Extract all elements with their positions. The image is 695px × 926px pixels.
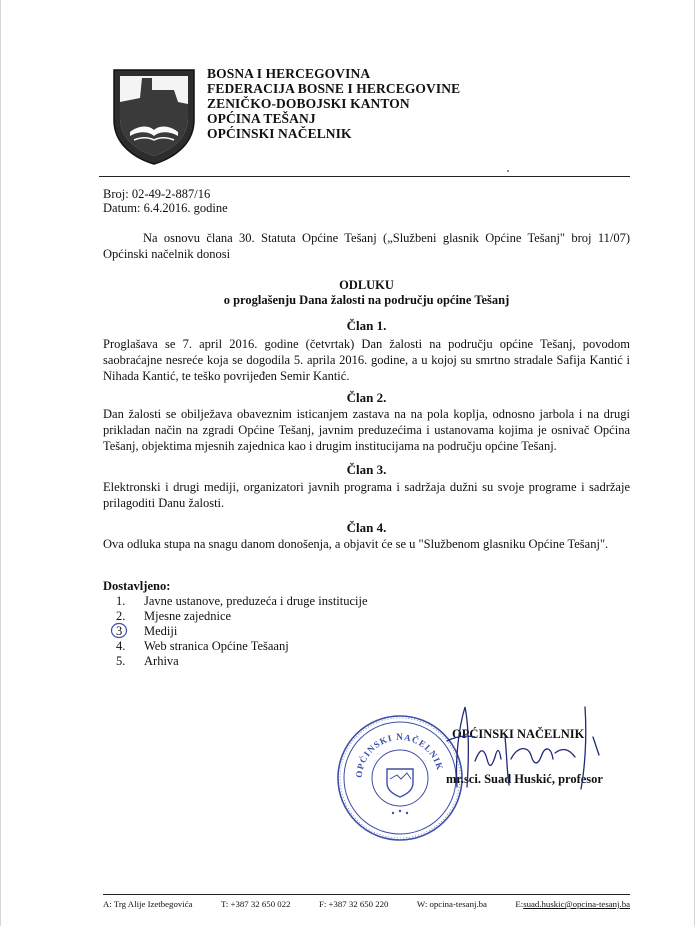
header-line-office: OPĆINSKI NAČELNIK <box>207 126 352 141</box>
footer-address: A: Trg Alije Izetbegovića <box>103 899 193 909</box>
header-line-country: BOSNA I HERCEGOVINA <box>207 66 371 81</box>
document-number: Broj: 02-49-2-887/16 <box>103 187 211 201</box>
header-line-federation: FEDERACIJA BOSNE I HERCEGOVINE <box>207 81 461 96</box>
list-item-number: 1. <box>116 594 126 608</box>
article-2-text: Dan žalosti se obilježava obaveznim isticanjem zastava na na pola koplja, odnosno jarbola i na drugi prikladan način na zgradi Općine Tešanj, javnim preduzećima i ustanovama kojima je osnivač Općina Tešanj, objektima mjesnih zajednica kao i drugim institucijama na području općine Tešanj. <box>103 407 630 453</box>
article-3-heading: Član 3. <box>346 462 387 477</box>
footer-web-link[interactable]: W: opcina-tesanj.ba <box>416 899 487 909</box>
signatory-name: mr.sci. Suad Huskić, profesor <box>446 772 603 786</box>
header-line-canton: ZENIČKO-DOBOJSKI KANTON <box>207 96 410 111</box>
list-item-number-circled <box>116 624 144 639</box>
list-item-number: 3 <box>116 624 123 638</box>
footer-email-label: E: <box>515 899 524 909</box>
footer-email <box>515 899 630 909</box>
decision-heading: ODLUKU <box>339 278 394 292</box>
footer-email-link[interactable]: suad.huskic@opcina-tesanj.ba <box>523 899 630 909</box>
decision-title <box>103 278 630 308</box>
list-item-text: Arhiva <box>144 654 179 668</box>
list-item-number: 2. <box>116 609 126 623</box>
coat-of-arms-icon <box>112 68 196 166</box>
article-4-heading: Član 4. <box>346 520 387 535</box>
list-item <box>116 654 368 669</box>
list-item-text: Mjesne zajednice <box>144 609 232 623</box>
header-divider <box>99 176 630 177</box>
svg-text:OPĆINSKI NAČELNIK <box>354 732 445 778</box>
signatory-title: OPĆINSKI NAČELNIK <box>452 727 585 741</box>
list-item-number: 4. <box>116 639 126 653</box>
document-meta <box>103 187 228 215</box>
seal-inner-text: OPĆINSKI NAČELNIK <box>353 732 446 779</box>
handwritten-circle-icon <box>110 622 128 639</box>
list-item <box>116 609 368 624</box>
distribution-title: Dostavljeno: <box>103 579 171 593</box>
footer-divider <box>103 894 630 895</box>
page-edge-left <box>0 0 1 926</box>
list-item <box>116 624 368 639</box>
list-item-text: Mediji <box>144 624 178 638</box>
footer-contact <box>103 899 630 909</box>
list-item-number: 5. <box>116 654 126 668</box>
list-item <box>116 594 368 609</box>
intro-paragraph: Na osnovu člana 30. Statuta Općine Tešanj („Službeni glasnik Općine Tešanj" broj 11/07) Općinski načelnik donosi <box>103 231 630 261</box>
article-1-text: Proglašava se 7. april 2016. godine (četvrtak) Dan žalosti na području općine Tešanj, povodom saobraćajne nesreće koja se dogodila 5. aprila 2016. godine, a u kojoj su smrtno stradale Safija Kantić i Nihada Kantić, te teško povrijeđen Semir Kantić. <box>103 337 630 383</box>
list-item-text: Javne ustanove, preduzeća i druge institucije <box>144 594 368 608</box>
document-date: Datum: 6.4.2016. godine <box>103 201 228 215</box>
footer-fax: F: +387 32 650 220 <box>318 899 389 909</box>
list-item-text: Web stranica Općine Tešaanj <box>144 639 289 653</box>
institution-header <box>207 66 460 141</box>
article-2-heading: Član 2. <box>346 390 387 405</box>
list-item <box>116 639 368 654</box>
handwritten-signature-icon <box>435 697 620 792</box>
distribution-list <box>116 594 368 669</box>
article-4-text: Ova odluka stupa na snagu danom donošenja, a objavit će se u "Službenom glasniku Općine Tešanj". <box>103 537 609 551</box>
scan-speck <box>507 170 509 172</box>
footer-phone: T: +387 32 650 022 <box>220 899 291 909</box>
header-line-municipality: OPĆINA TEŠANJ <box>207 111 316 126</box>
article-1-heading: Član 1. <box>346 318 387 333</box>
decision-subtitle: o proglašenju Dana žalosti na području općine Tešanj <box>223 293 510 307</box>
article-3-text: Elektronski i drugi mediji, organizatori javnih programa i sadržaja dužni su svoje programe i sadržaje prilagoditi Danu žalosti. <box>103 480 630 510</box>
